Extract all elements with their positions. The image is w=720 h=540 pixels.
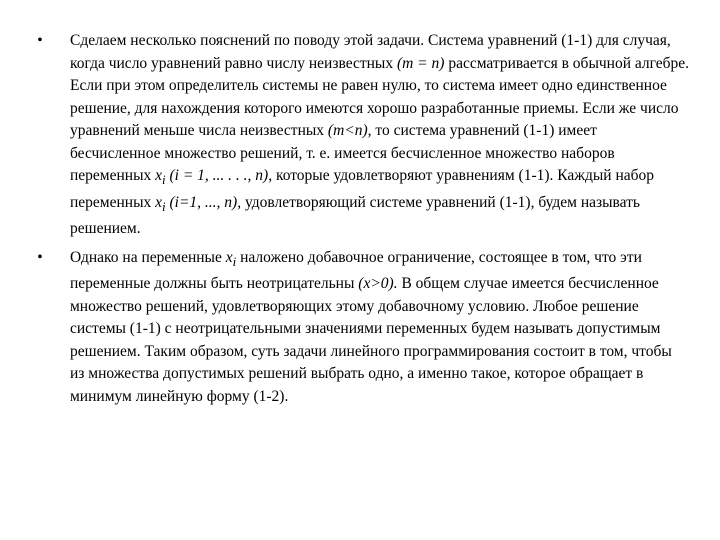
math-variable: x	[155, 193, 163, 211]
text-segment: то система уравнений (1-1) имеет бесчисленное множество решений, т. е. имеется бесчисленное множество наборов переменных	[70, 122, 615, 184]
math-segment: (i = 1, ... . . ., n),	[165, 167, 273, 184]
bullet-dot-icon: •	[37, 248, 43, 266]
text-segment: которые удовлетворяют уравнениям (1-1). Каждый набор переменных	[70, 167, 655, 211]
text-segment: Сделаем несколько пояснений по поводу этой задачи. Система уравнений (1-1) для случая, когда число уравнений равно числу неизвестных	[70, 32, 671, 72]
math-segment: (x>0).	[358, 275, 398, 293]
bullet-list	[30, 30, 690, 414]
math-variable: x	[155, 167, 163, 184]
text-segment: Однако на переменные	[70, 248, 226, 266]
bullet-text-2	[70, 247, 690, 409]
bullet-item-2	[30, 247, 690, 409]
math-subscript: i	[232, 253, 237, 269]
text-segment: наложено добавочное ограничение, состоящее в том, что эти переменные должны быть неотрицательны	[70, 248, 642, 293]
math-segment: (m<n),	[327, 122, 372, 139]
text-segment: рассматривается в обычной алгебре. Если при этом определитель системы не равен нулю, то система имеет одно единственное решение, для нахождения которого имеются хорошо разработанные приемы. Если же число уравнений меньше числа неизвестных	[70, 54, 690, 139]
bullet-text-1	[70, 30, 690, 241]
math-subscript: i	[162, 198, 166, 214]
text-segment: удовлетворяющий системе уравнений (1-1), будем называть решением.	[70, 193, 640, 238]
math-variable: x	[225, 248, 233, 266]
math-segment: (i=1, ..., n),	[165, 193, 242, 211]
bullet-dot-icon: •	[37, 32, 43, 49]
text-segment: В общем случае имеется бесчисленное множество решений, удовлетворяющих этому добавочному условию. Любое решение системы (1-1) с неотрицательными значениями переменных будем называть допустимым решением. Таким образом, суть задачи линейного программирования состоит в том, чтобы из множества допустимых решений выбрать одно, а именно такое, которое обращает в минимум линейную форму (1-2).	[70, 275, 672, 405]
bullet-item-1	[30, 30, 690, 241]
math-subscript: i	[162, 172, 166, 188]
math-segment: (m = n)	[396, 54, 445, 72]
